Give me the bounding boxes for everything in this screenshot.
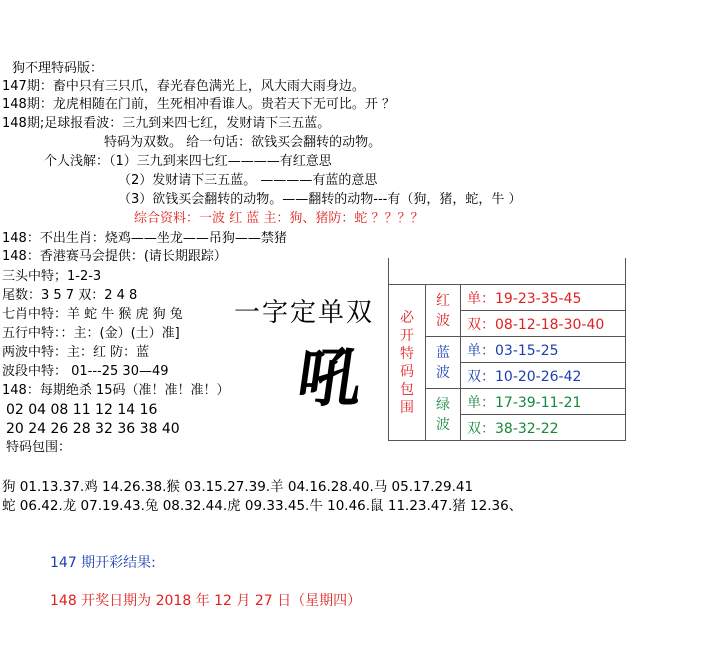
zodiac-line: 148：不出生肖：烧鸡——坐龙——吊狗——禁猪 — [2, 231, 287, 246]
tip-tail: 尾数：3 5 7 双：2 4 8 — [2, 288, 138, 303]
kill-numbers-2: 20 24 26 28 32 36 38 40 — [6, 421, 180, 437]
tip-kill-15: 148：每期绝杀 15码（准！准！准！） — [2, 383, 230, 398]
table-colhead: 必开特码包围 — [389, 285, 426, 441]
big-title: 一字定单双 — [234, 298, 375, 328]
kill-numbers-1: 02 04 08 11 12 14 16 — [6, 402, 158, 418]
doc-title: 狗不理特码版： — [12, 61, 104, 76]
tip-two-wave: 两波中特：主：红 防：蓝 — [2, 345, 150, 360]
green-odd-cell: 单：17-39-11-21 — [461, 389, 626, 415]
red-odd-cell: 单：19-23-35-45 — [461, 285, 626, 311]
draw-date-148: 148 开奖日期为 2018 年 12 月 27 日（星期四） — [50, 593, 362, 609]
summary-line: 综合资料：一波 红 蓝 主：狗、猪防：蛇 ？？？？ — [134, 211, 424, 226]
interpretation-2: （2）发财请下三五蓝。 ————有蓝的意思 — [118, 173, 378, 188]
hint-even: 特码为双数。 给一句话：欲钱买会翻转的动物。 — [104, 135, 382, 150]
animal-numbers-1: 狗 01.13.37.鸡 14.26.38.猴 03.15.27.39.羊 04.16.28.40.马 05.17.29.41 — [2, 479, 474, 495]
green-even-cell: 双：38-32-22 — [461, 415, 626, 441]
result-147: 147 期开彩结果: — [50, 555, 156, 571]
interpretation-3: （3）欲钱买会翻转的动物。——翻转的动物---有（狗，猪，蛇，牛 ） — [118, 192, 522, 207]
interpretation-1: 个人浅解：（1）三九到来四七红————有红意思 — [44, 154, 332, 169]
football-hint: 148期;足球报看波：三九到来四七红，发财请下三五蓝。 — [2, 116, 331, 131]
verse-147: 147期：畜中只有三只爪，春光春色满光上，风大雨大雨身边。 — [2, 79, 365, 94]
hk-line: 148：香港赛马会提供：(请长期跟踪） — [2, 249, 227, 264]
wave-blue-label: 蓝波 — [426, 337, 461, 389]
tip-wave-range: 波段中特： 01---25 30—49 — [2, 364, 169, 379]
verse-148: 148期：龙虎相随在门前，生死相冲看谁人。贵若天下无可比。开 ？ — [2, 97, 395, 112]
blue-odd-cell: 单：03-15-25 — [461, 337, 626, 363]
red-even-cell: 双：08-12-18-30-40 — [461, 311, 626, 337]
wave-red-label: 红波 — [426, 285, 461, 337]
table-top-frame — [388, 258, 626, 285]
tip-seven-zodiac: 七肖中特：羊 蛇 牛 猴 虎 狗 兔 — [2, 307, 183, 322]
tip-three-head: 三头中特；1-2-3 — [2, 269, 102, 284]
big-char: 吼 — [292, 341, 368, 416]
wave-green-label: 绿波 — [426, 389, 461, 441]
wrap-table — [388, 284, 626, 441]
tip-five-element: 五行中特：：主：(金）(土）准] — [2, 326, 180, 341]
special-wrap-label: 特码包围： — [6, 440, 72, 455]
animal-numbers-2: 蛇 06.42.龙 07.19.43.兔 08.32.44.虎 09.33.45.牛 10.46.鼠 11.23.47.猪 12.36、 — [2, 498, 523, 514]
blue-even-cell: 双：10-20-26-42 — [461, 363, 626, 389]
